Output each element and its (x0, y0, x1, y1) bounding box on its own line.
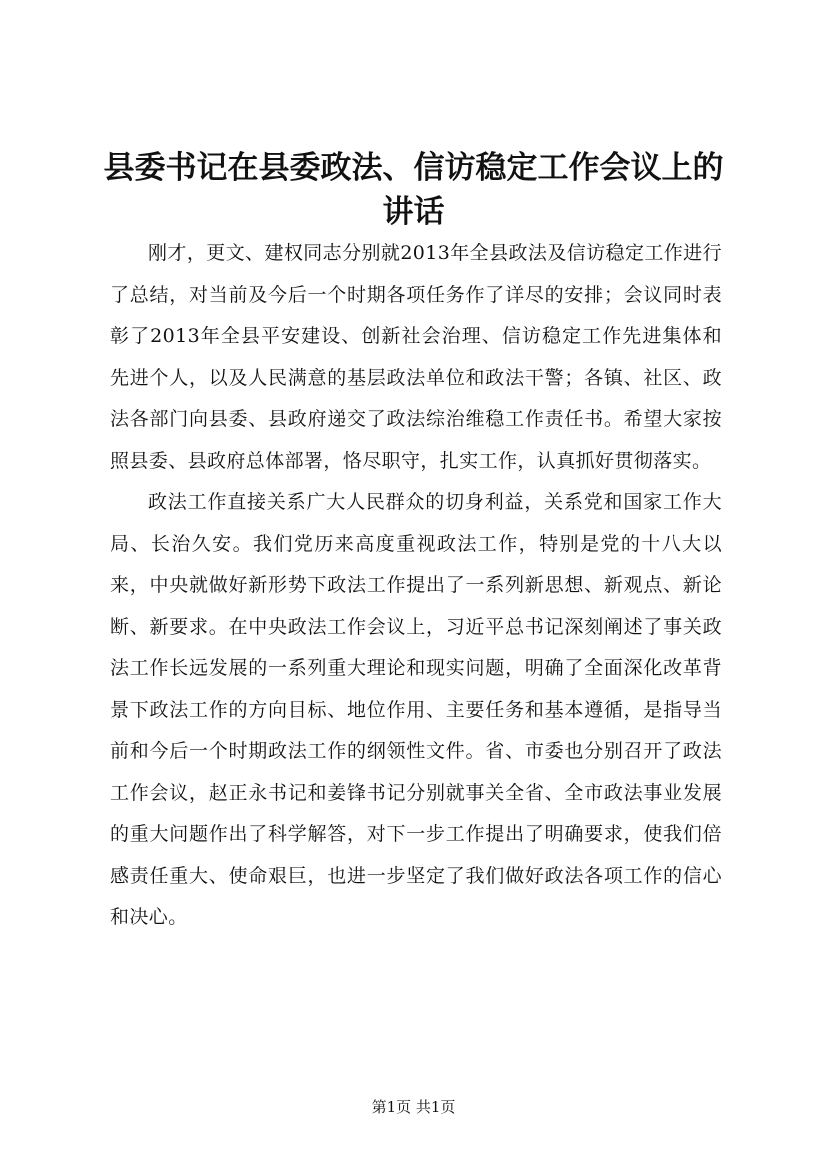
page-number-footer: 第1页 共1页 (371, 1098, 456, 1116)
document-body (110, 233, 722, 939)
document-title: 县委书记在县委政法、信访稳定工作会议上的讲话 (103, 150, 724, 230)
paragraph-1: 刚才，更文、建权同志分别就2013年全县政法及信访稳定工作进行了总结，对当前及今后一个时期各项任务作了详尽的安排；会议同时表彰了2013年全县平安建设、创新社会治理、信访稳定工作先进集体和先进个人，以及人民满意的基层政法单位和政法干警；各镇、社区、政法各部门向县委、县政府递交了政法综治维稳工作责任书。希望大家按照县委、县政府总体部署，恪尽职守，扎实工作，认真抓好贯彻落实。 (110, 242, 722, 472)
paragraph-2: 政法工作直接关系广大人民群众的切身利益，关系党和国家工作大局、长治久安。我们党历来高度重视政法工作，特别是党的十八大以来，中央就做好新形势下政法工作提出了一系列新思想、新观点、新论断、新要求。在中央政法工作会议上，习近平总书记深刻阐述了事关政法工作长远发展的一系列重大理论和现实问题，明确了全面深化改革背景下政法工作的方向目标、地位作用、主要任务和基本遵循，是指导当前和今后一个时期政法工作的纲领性文件。省、市委也分别召开了政法工作会议，赵正永书记和姜锋书记分别就事关全省、全市政法事业发展的重大问题作出了科学解答，对下一步工作提出了明确要求，使我们倍感责任重大、使命艰巨，也进一步坚定了我们做好政法各项工作的信心和决心。 (110, 491, 722, 928)
